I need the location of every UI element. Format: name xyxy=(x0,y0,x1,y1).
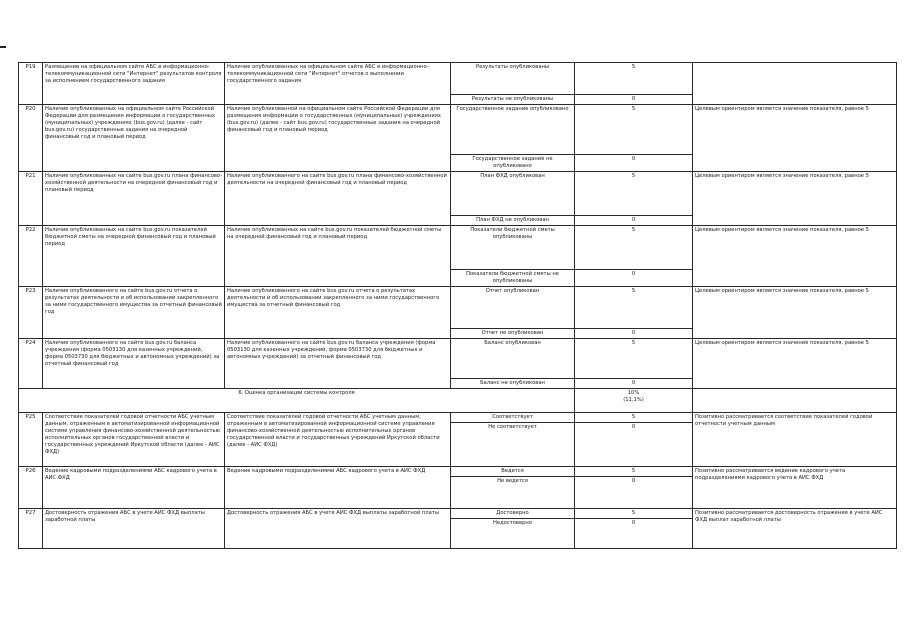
option-value: 0 xyxy=(575,423,693,467)
option-label: Не соответствует xyxy=(451,423,575,467)
option-label: Баланс не опубликован xyxy=(451,379,575,389)
section-row xyxy=(19,389,897,413)
option-label: Отчет опубликован xyxy=(451,287,575,329)
indicator-note: Позитивно рассматривается соответствие показателей годовой отчетности учетным данным xyxy=(693,413,897,467)
indicator-name: Ведение кадровыми подразделениями АБС кадрового учета в АИС ФХД xyxy=(43,467,225,509)
section-share-alt: (11,1%) xyxy=(623,397,644,403)
option-label: Государственное задание опубликовано xyxy=(451,105,575,155)
indicator-note: Целевым ориентиром является значение показателя, равное 5 xyxy=(693,226,897,287)
table-row xyxy=(19,509,897,519)
option-label: Результаты опубликованы xyxy=(451,63,575,95)
row-code: P25 xyxy=(19,413,43,467)
indicator-name: Размещение на официальном сайте АБС в информационно-телекоммуникационной сети "Интернет" результатов контроля за исполнением государственного задания xyxy=(43,63,225,105)
option-label: Не ведется xyxy=(451,477,575,509)
indicator-formula: Наличие опубликованных на сайте bus.gov.ru показателей бюджетной сметы на очередной финансовый год и плановый период xyxy=(225,226,451,287)
option-value: 5 xyxy=(575,226,693,270)
row-code: P26 xyxy=(19,467,43,509)
option-label: Отчет не опубликован xyxy=(451,329,575,339)
option-label: Результаты не опубликованы xyxy=(451,95,575,105)
option-value: 5 xyxy=(575,339,693,379)
indicator-name: Наличие опубликованного на сайте bus.gov.ru отчета о результатах деятельности и об использовании закрепленного за ними государственного имущества за отчетный финансовый год xyxy=(43,287,225,339)
indicator-formula: Наличие опубликованной на официальном сайте Российской Федерации для размещения информации о государственных (муниципальных) учреждениях (bus.gov.ru) (далее - сайт bus.gov.ru) государственные задания на очередной финансовый год и плановый период xyxy=(225,105,451,172)
indicator-formula: Достоверность отражения АБС в учете АИС ФХД выплаты заработной платы xyxy=(225,509,451,549)
option-label: План ФХД не опубликован xyxy=(451,216,575,226)
indicator-formula: Наличие опубликованного на сайте bus.gov.ru плана финансово-хозяйственной деятельности на очередной финансовый год и плановый период xyxy=(225,172,451,226)
row-code: P19 xyxy=(19,63,43,105)
option-value: 5 xyxy=(575,287,693,329)
table-row xyxy=(19,413,897,423)
indicator-name: Достоверность отражения АБС в учете АИС ФХД выплаты заработной платы xyxy=(43,509,225,549)
table-row xyxy=(19,339,897,379)
option-value: 0 xyxy=(575,379,693,389)
indicator-formula: Наличие опубликованного на сайте bus.gov.ru баланса учреждения (форма 0503130 для казенных учреждений, форма 0503730 для бюджетных и автономных учреждений) за отчетный финансовый год xyxy=(225,339,451,389)
indicator-name: Наличие опубликованных на сайте bus.gov.ru плана финансово-хозяйственной деятельности на очередной финансовый год и плановый период xyxy=(43,172,225,226)
section-share xyxy=(575,389,693,413)
indicator-formula: Наличие опубликованных на официальном сайте АБС в информационно-телекоммуникационной сети "Интернет" отчетов о выполнении государственного задания xyxy=(225,63,451,105)
indicator-name: Соответствие показателей годовой отчетности АБС учетным данным, отраженным в автоматизированной информационной системе управления финансово-хозяйственной деятельностью исполнительных органов государственной власти и государственных учреждений Иркутской области (далее - АИС ФХД) xyxy=(43,413,225,467)
indicator-formula: Наличие опубликованного на сайте bus.gov.ru отчета о результатах деятельности и об использовании закрепленного за ними государственного имущества за отчетный финансовый год xyxy=(225,287,451,339)
row-code: P27 xyxy=(19,509,43,549)
option-value: 0 xyxy=(575,216,693,226)
option-label: Недостоверно xyxy=(451,519,575,549)
indicator-note: Целевым ориентиром является значение показателя, равное 5 xyxy=(693,287,897,339)
indicator-note: Целевым ориентиром является значение показателя, равное 5 xyxy=(693,105,897,172)
row-code: P24 xyxy=(19,339,43,389)
indicator-name: Наличие опубликованных на официальном сайте Российской Федерации для размещения информации о государственных (муниципальных) учреждениях (bus.gov.ru) (далее - сайт bus.gov.ru) государственные задания на очередной финансовый год и плановый период xyxy=(43,105,225,172)
indicator-note: Целевым ориентиром является значение показателя, равное 5 xyxy=(693,172,897,226)
option-value: 0 xyxy=(575,95,693,105)
table-row xyxy=(19,63,897,95)
table-row xyxy=(19,287,897,329)
section-title: 6. Оценка организации системы контроля xyxy=(19,389,575,413)
option-value: 0 xyxy=(575,155,693,172)
indicator-formula: Соответствие показателей годовой отчетности АБС учетным данным, отраженным в автоматизированной информационной системе управления финансово-хозяйственной деятельностью исполнительных органов государственной власти и государственных учреждений Иркутской области (далее - АИС ФХД) xyxy=(225,413,451,467)
page-margin-mark xyxy=(0,46,6,48)
table-row xyxy=(19,226,897,270)
option-label: Соответствует xyxy=(451,413,575,423)
option-label: Показатели бюджетной сметы не опубликованы xyxy=(451,270,575,287)
indicator-note: Позитивно рассматривается достоверность отражения в учете АИС ФХД выплат заработной платы xyxy=(693,509,897,549)
option-value: 0 xyxy=(575,477,693,509)
table-row xyxy=(19,172,897,216)
row-code: P23 xyxy=(19,287,43,339)
option-label: Государственное задание не опубликовано xyxy=(451,155,575,172)
row-code: P21 xyxy=(19,172,43,226)
indicator-table xyxy=(18,62,897,549)
option-value: 5 xyxy=(575,63,693,95)
option-value: 0 xyxy=(575,519,693,549)
option-value: 5 xyxy=(575,413,693,423)
option-label: Достоверно xyxy=(451,509,575,519)
option-value: 5 xyxy=(575,509,693,519)
indicator-note: Целевым ориентиром является значение показателя, равное 5 xyxy=(693,339,897,389)
row-code: P20 xyxy=(19,105,43,172)
option-label: Баланс опубликован xyxy=(451,339,575,379)
option-label: Показатели бюджетной сметы опубликованы xyxy=(451,226,575,270)
option-value: 5 xyxy=(575,467,693,477)
indicator-formula: Ведение кадровыми подразделениями АБС кадрового учета в АИС ФХД xyxy=(225,467,451,509)
option-value: 0 xyxy=(575,329,693,339)
option-label: Ведется xyxy=(451,467,575,477)
option-value: 5 xyxy=(575,105,693,155)
section-share-value: 10% xyxy=(627,390,640,396)
indicator-note xyxy=(693,63,897,105)
indicator-note: Позитивно рассматривается ведение кадрового учета подразделениями кадрового учета в АИС ФХД xyxy=(693,467,897,509)
row-code: P22 xyxy=(19,226,43,287)
table-row xyxy=(19,105,897,155)
option-value: 0 xyxy=(575,270,693,287)
indicator-name: Наличие опубликованного на сайте bus.gov.ru баланса учреждения (форма 0503130 для казенных учреждений, форма 0503730 для бюджетных и автономных учреждений) за отчетный финансовый год xyxy=(43,339,225,389)
section-note-empty xyxy=(693,389,897,413)
option-value: 5 xyxy=(575,172,693,216)
option-label: План ФХД опубликован xyxy=(451,172,575,216)
indicator-name: Наличие опубликованных на сайте bus.gov.ru показателей бюджетной сметы на очередной финансовый год и плановый период xyxy=(43,226,225,287)
table-row xyxy=(19,467,897,477)
